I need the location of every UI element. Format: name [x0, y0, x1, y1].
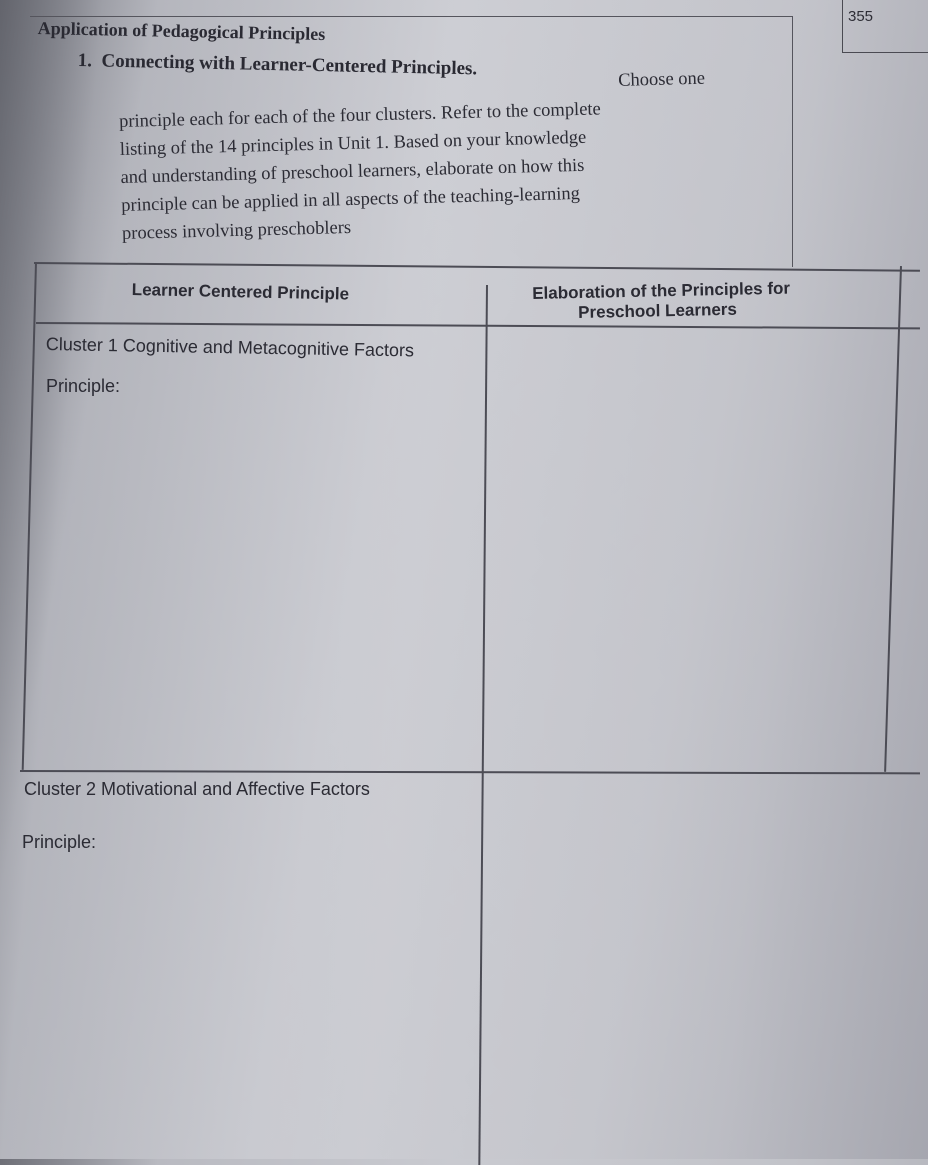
instructions-line-6: process involving preschoblers [121, 217, 352, 244]
column-header-elaboration-line-2: Preschool Learners [577, 299, 738, 323]
page-number: 355 [848, 8, 874, 25]
column-header-elaboration-line-1: Elaboration of the Principles for [532, 278, 791, 303]
cluster-2-label: Cluster 2 Motivational and Affective Factors [24, 779, 370, 799]
cluster-2-principle-label: Principle: [22, 832, 97, 852]
cluster-2-principle-answer[interactable] [20, 858, 480, 1158]
section-heading: Application of Pedagogical Principles [37, 18, 326, 45]
instructions-line-4: and understanding of preschool learners, elaborate on how this [120, 155, 585, 188]
item-title-text: Connecting with Learner-Centered Principles. [101, 50, 478, 80]
row-divider [20, 770, 920, 774]
cluster-1-principle-label: Principle: [46, 376, 121, 396]
instructions-line-5: principle can be applied in all aspects of the teaching-learning [121, 183, 581, 216]
cluster-1-elaboration-answer[interactable] [492, 330, 902, 766]
instructions-line-1: Choose one [617, 68, 706, 91]
instructions-line-3: listing of the 14 principles in Unit 1. Based on your knowledge [119, 127, 587, 160]
column-header-principle: Learner Centered Principle [131, 280, 350, 304]
cluster-1-principle-answer[interactable] [40, 400, 480, 760]
instructions-line-2: principle each for each of the four clusters. Refer to the complete [118, 99, 602, 132]
column-header-elaboration [532, 279, 791, 324]
header-bottom-border [36, 322, 920, 329]
table-top-border [34, 262, 920, 271]
table-left-border [22, 262, 37, 770]
cluster-1-label: Cluster 1 Cognitive and Metacognitive Factors [45, 334, 415, 361]
item-number: 1. [77, 50, 93, 72]
cluster-2-elaboration-answer[interactable] [490, 776, 920, 1159]
